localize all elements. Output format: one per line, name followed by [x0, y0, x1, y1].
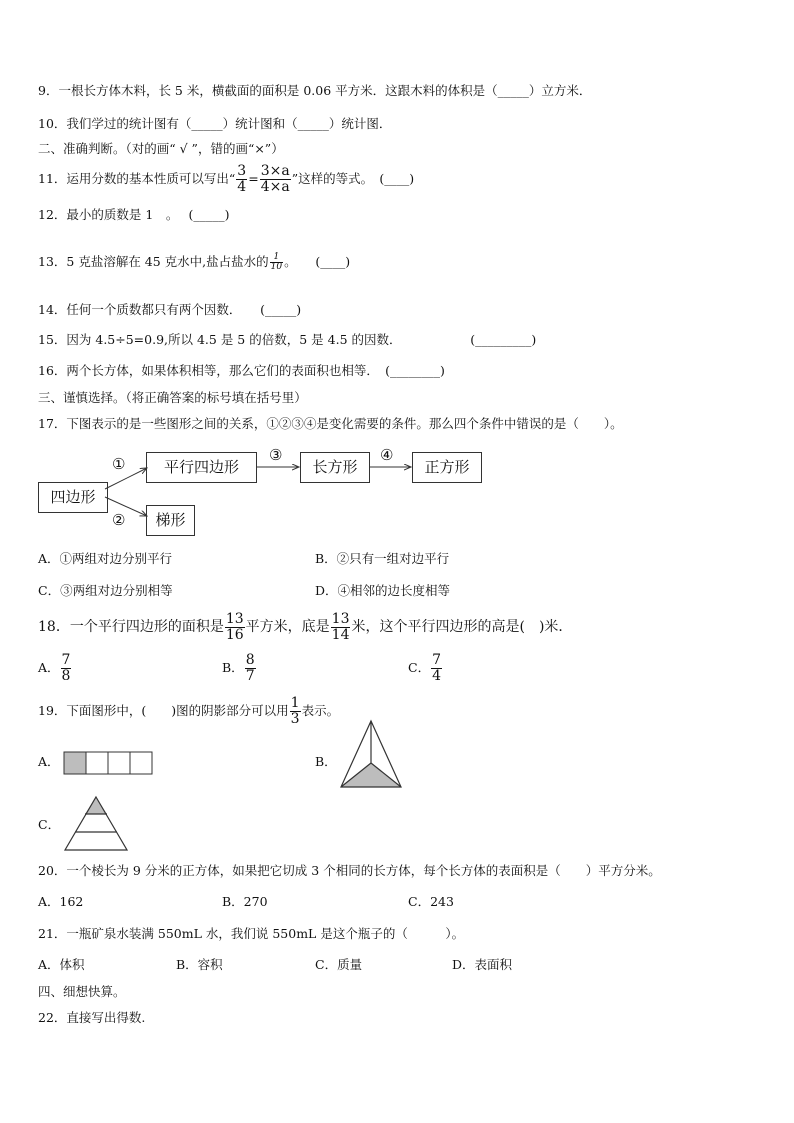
question-15: 15．因为 4.5÷5=0.9,所以 4.5 是 5 的倍数，5 是 4.5 的因数． (_________) [38, 332, 537, 347]
condition-3-label: ③ [269, 446, 283, 464]
q20-option-b[interactable]: B．270 [222, 894, 268, 909]
fraction-7-4: $\frac{7}{4}$ [432, 652, 441, 684]
question-9: 9．一根长方体木料，长 5 米，横截面的面积是 0.06 平方米．这跟木料的体积是（_____）立方米． [38, 83, 592, 98]
question-10: 10．我们学过的统计图有（_____）统计图和（_____）统计图． [38, 116, 392, 131]
q21-option-a[interactable]: A．体积 [38, 957, 85, 972]
question-22: 22．直接写出得数. [38, 1010, 146, 1025]
box-rectangle: 长方形 [300, 452, 370, 483]
q17-option-a[interactable]: A．①两组对边分别平行 [38, 551, 173, 566]
box-parallelogram: 平行四边形 [146, 452, 257, 483]
q19-option-c[interactable]: C． [38, 817, 61, 832]
condition-4-label: ④ [380, 446, 394, 464]
q17-option-c[interactable]: C．③两组对边分别相等 [38, 583, 173, 598]
section-2-heading: 二、准确判断。（对的画“ √ ”，错的画“×”） [38, 141, 284, 156]
question-16: 16．两个长方体，如果体积相等，那么它们的表面积也相等． (________) [38, 363, 445, 378]
question-21: 21．一瓶矿泉水装满 550mL 水，我们说 550mL 是这个瓶子的（ ）。 [38, 926, 465, 941]
q18-option-b[interactable]: B． $\frac{8}{7}$ [222, 652, 255, 684]
box-square: 正方形 [412, 452, 482, 483]
q18-option-c[interactable]: C． $\frac{7}{4}$ [408, 652, 441, 684]
question-12: 12．最小的质数是 1 。 (_____) [38, 207, 230, 222]
fraction-1-10: $\frac{1}{10}$ [270, 252, 283, 272]
fraction-1-3: $\frac{1}{3}$ [290, 695, 300, 727]
q19-option-a[interactable]: A． [38, 754, 60, 769]
q21-option-b[interactable]: B．容积 [176, 957, 223, 972]
q20-option-a[interactable]: A．162 [38, 894, 84, 909]
box-trapezoid: 梯形 [146, 505, 195, 536]
q17-option-d[interactable]: D．④相邻的边长度相等 [315, 583, 451, 598]
question-11: 11．运用分数的基本性质可以写出“ $\frac{3}{4}$ = $\frac{3\times a}{4\times a}$ ”这样的等式。 (____) [38, 163, 415, 195]
box-quadrilateral: 四边形 [38, 482, 108, 513]
triangle-thirds-figure [339, 719, 409, 789]
question-13: 13．5 克盐溶解在 45 克水中,盐占盐水的 $\frac{1}{10}$ 。 (____) [38, 252, 351, 272]
question-14: 14．任何一个质数都只有两个因数． (_____) [38, 302, 302, 317]
condition-1-label: ① [112, 455, 126, 473]
q21-option-d[interactable]: D．表面积 [452, 957, 513, 972]
layered-triangle-figure [63, 795, 133, 855]
four-square-strip-figure [63, 751, 163, 781]
q20-option-c[interactable]: C．243 [408, 894, 454, 909]
question-17: 17．下图表示的是一些图形之间的关系，①②③④是变化需要的条件。那么四个条件中错误的是（ ）。 [38, 416, 623, 431]
fraction-8-7: $\frac{8}{7}$ [245, 652, 255, 684]
fraction-13-16: $\frac{13}{16}$ [225, 610, 244, 643]
question-20: 20．一个棱长为 9 分米的正方体，如果把它切成 3 个相同的长方体，每个长方体的表面积是（ ）平方分米。 [38, 863, 661, 878]
fraction-3-4: $\frac{3}{4}$ [237, 163, 247, 195]
question-19: 19．下面图形中，( )图的阴影部分可以用 $\frac{1}{3}$ 表示。 [38, 695, 340, 727]
q17-option-b[interactable]: B．②只有一组对边平行 [315, 551, 450, 566]
fraction-3a-4a: $\frac{3\times a}{4\times a}$ [260, 163, 290, 195]
q19-option-b[interactable]: B． [315, 754, 337, 769]
q18-option-a[interactable]: A． $\frac{7}{8}$ [38, 652, 71, 684]
fraction-7-8: $\frac{7}{8}$ [61, 652, 71, 684]
fraction-13-14: $\frac{13}{14}$ [331, 610, 350, 643]
condition-2-label: ② [112, 511, 126, 529]
section-3-heading: 三、谨慎选择。（将正确答案的标号填在括号里） [38, 390, 307, 405]
question-18: 18．一个平行四边形的面积是 $\frac{13}{16}$ 平方米，底是 $\frac{13}{14}$ 米，这个平行四边形的高是( )米． [38, 610, 573, 643]
section-4-heading: 四、细想快算。 [38, 984, 126, 999]
q21-option-c[interactable]: C．质量 [315, 957, 363, 972]
